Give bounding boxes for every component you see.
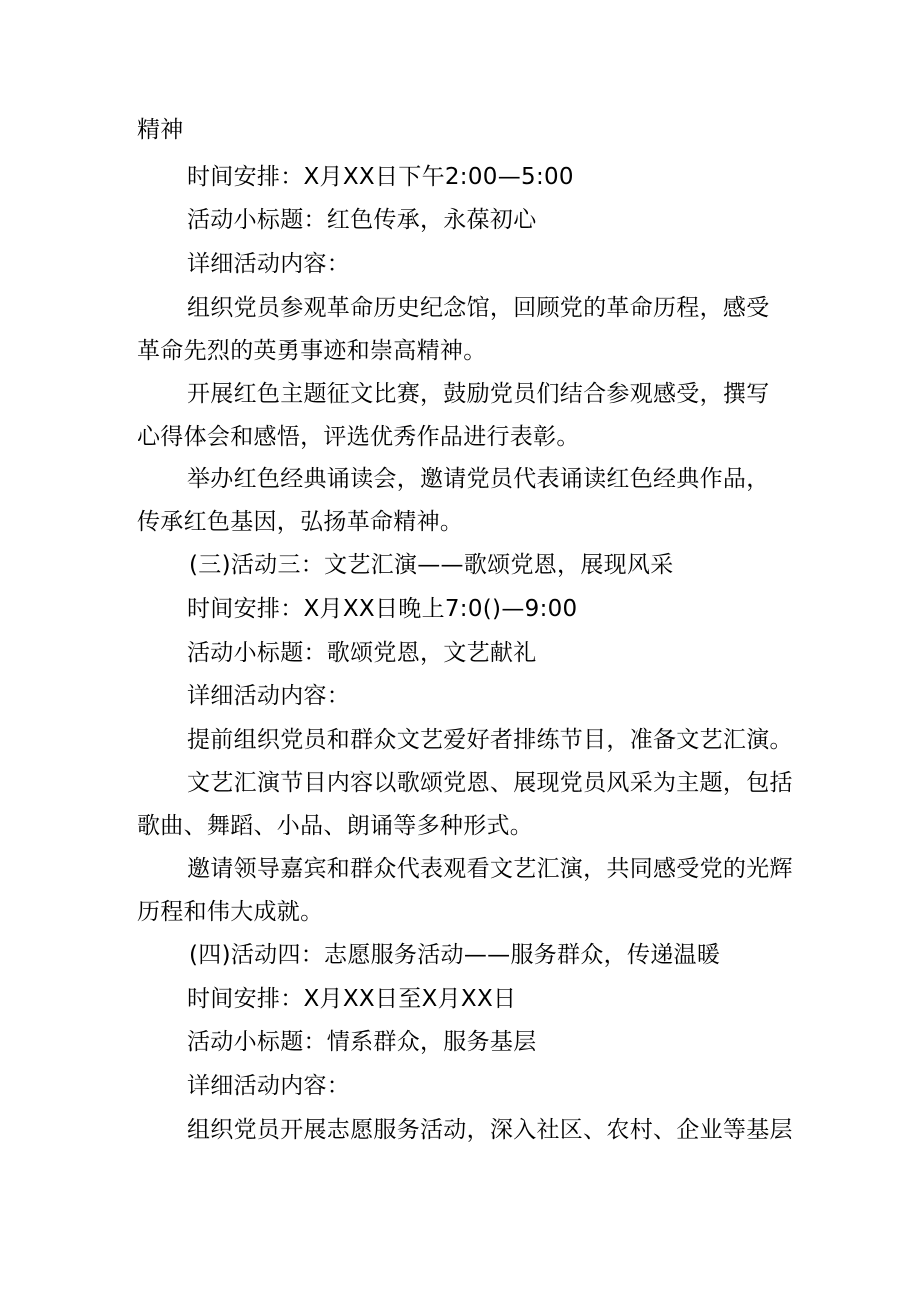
activity2-subtitle: 活动小标题：红色传承，永葆初心 [187,207,537,233]
activity4-heading: (四)活动四：志愿服务活动——服务群众，传递温暖 [189,942,721,968]
activity3-detail-2: 文艺汇演节目内容以歌颂党恩、展现党员风采为主题，包括 [187,770,793,796]
activity2-detail-1-cont: 革命先烈的英勇事迹和崇高精神。 [137,338,487,364]
paragraph-continuation: 精神 [137,117,184,143]
activity2-details-label: 详细活动内容： [187,251,351,277]
activity3-time: 时间安排：X月XX日晚上7:0()—9:00 [187,596,578,622]
activity2-detail-2-cont: 心得体会和感悟，评选优秀作品进行表彰。 [137,424,580,450]
activity4-time: 时间安排：X月XX日至X月XX日 [187,986,517,1012]
activity2-detail-1: 组织党员参观革命历史纪念馆，回顾党的革命历程，感受 [187,295,770,321]
activity4-subtitle: 活动小标题：情系群众，服务基层 [187,1029,537,1055]
activity3-detail-2-cont: 歌曲、舞蹈、小品、朗诵等多种形式。 [137,813,534,839]
activity4-details-label: 详细活动内容： [187,1073,351,1099]
activity3-detail-1: 提前组织党员和群众文艺爱好者排练节目，准备文艺汇演。 [187,727,793,753]
activity3-detail-3: 邀请领导嘉宾和群众代表观看文艺汇演，共同感受党的光辉 [187,856,793,882]
activity2-detail-2: 开展红色主题征文比赛，鼓励党员们结合参观感受，撰写 [187,381,770,407]
activity2-time: 时间安排：X月XX日下午2:00—5:00 [187,164,574,190]
activity4-detail-1: 组织党员开展志愿服务活动，深入社区、农村、企业等基层 [187,1117,793,1143]
activity2-detail-3-cont: 传承红色基因，弘扬革命精神。 [137,509,464,535]
activity3-heading: (三)活动三：文艺汇演——歌颂党恩，展现风采 [189,552,674,578]
activity3-detail-3-cont: 历程和伟大成就。 [137,899,324,925]
activity3-subtitle: 活动小标题：歌颂党恩，文艺献礼 [187,640,537,666]
activity3-details-label: 详细活动内容： [187,683,351,709]
activity2-detail-3: 举办红色经典诵读会，邀请党员代表诵读红色经典作品， [187,466,770,492]
